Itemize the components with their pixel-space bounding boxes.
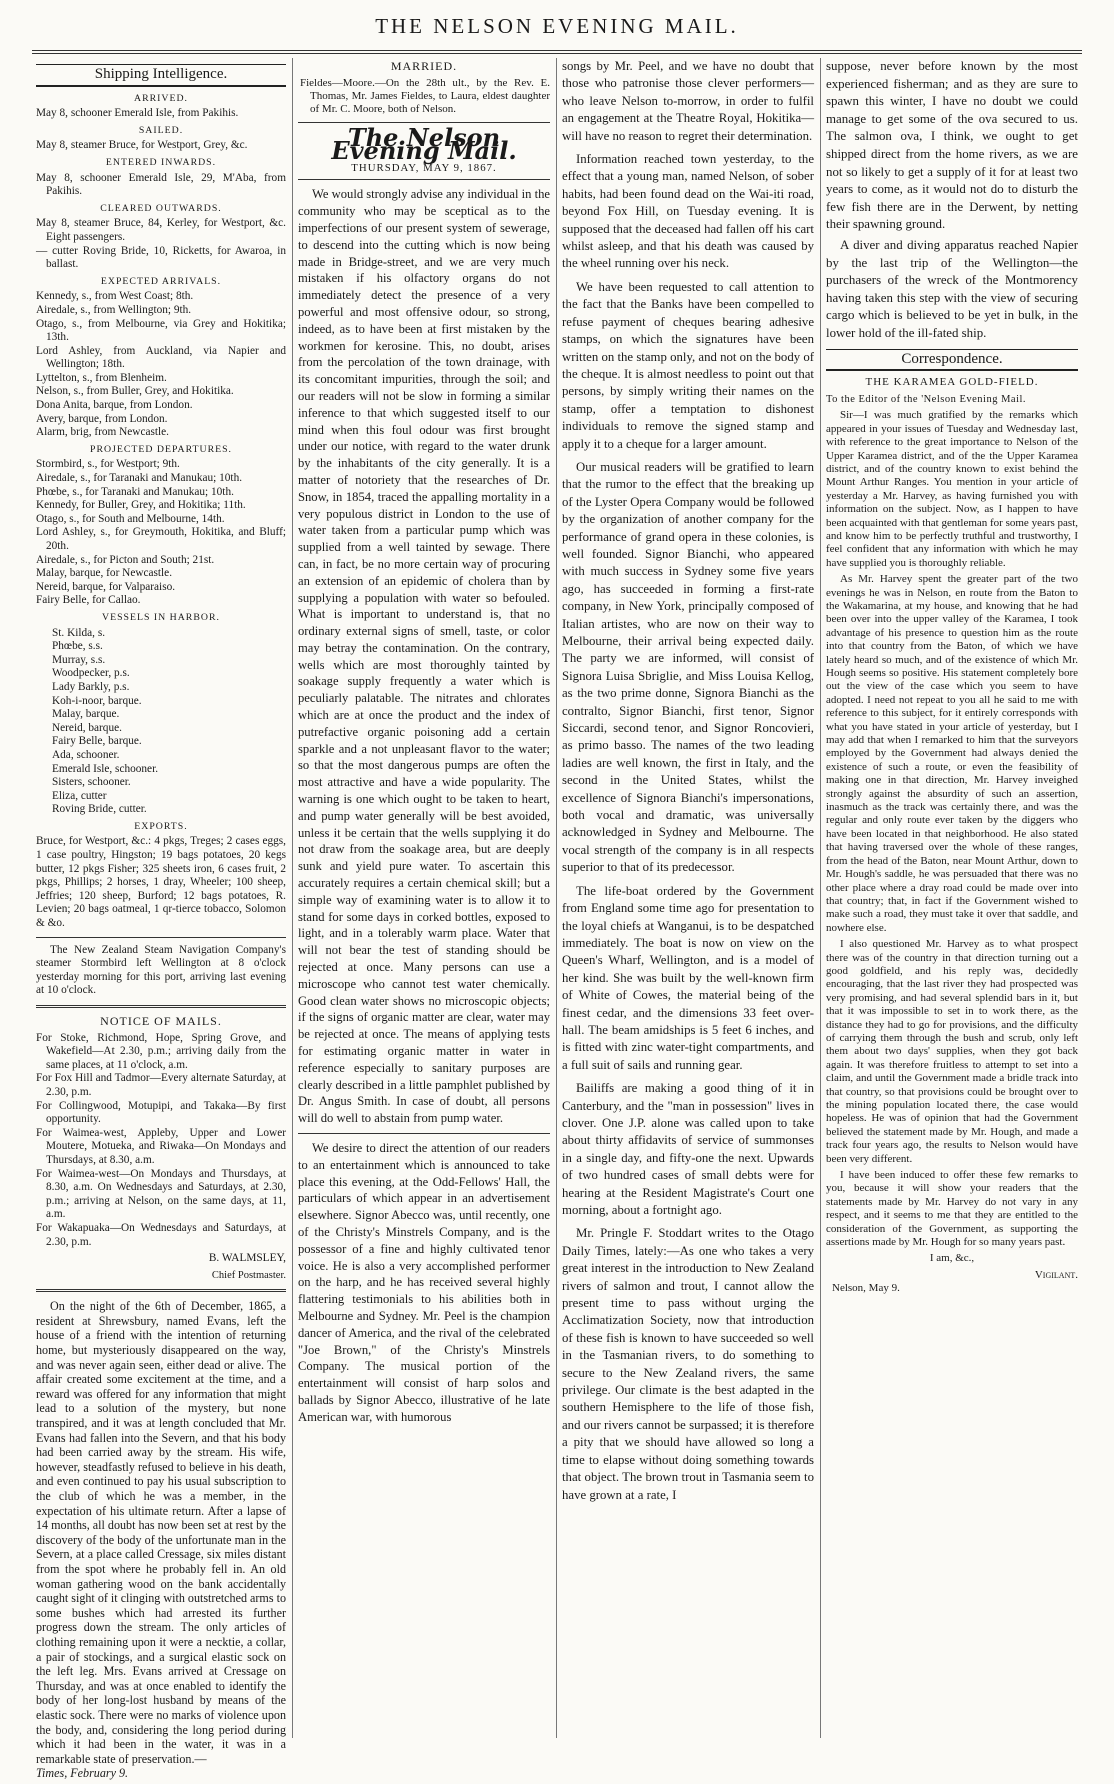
- sailed-heading: SAILED.: [138, 124, 184, 136]
- col3-paragraph: Information reached town yesterday, to the effect that a young man, named Nelson, of sober habits, had been found dead on the Wai-iti road, beyond Fox Hill, on Tuesday evening. It is supposed that the deceased had fallen off his cart whilst asleep, and that his death was caused by the wheel running over his neck.: [562, 152, 814, 271]
- list-item: Malay, barque.: [52, 708, 120, 721]
- expected-entry: Airedale, s., from Wellington; 9th.: [36, 303, 192, 316]
- list-item: Sisters, schooner.: [52, 776, 131, 789]
- list-item: St. Kilda, s.: [52, 626, 106, 639]
- mail-item: For Fox Hill and Tadmor—Every alternate Saturday, at 2.30, p.m.: [36, 1072, 286, 1098]
- column-3: [562, 58, 814, 1510]
- letter-close: I am, &c.,: [929, 1252, 975, 1265]
- married-title: MARRIED.: [390, 59, 458, 73]
- projected-entry: Phœbe, s., for Taranaki and Manukau; 10th.: [36, 485, 234, 498]
- column-divider: [820, 58, 821, 1738]
- exports-heading: EXPORTS.: [134, 820, 188, 832]
- expected-entry: Alarm, brig, from Newcastle.: [36, 426, 170, 439]
- correspondence-salutation: To the Editor of the 'Nelson Evening Mail.: [826, 393, 1027, 405]
- column-2: [298, 58, 550, 1432]
- steam-note: The New Zealand Steam Navigation Company's steamer Stormbird left Wellington at 8 o'clock yesterday morning for this port, arriving last evening at 10 o'clock.: [36, 943, 286, 997]
- expected-entry: Lyttelton, s., from Blenheim.: [36, 371, 167, 384]
- projected-entry: Otago, s., for South and Melbourne, 14th.: [36, 512, 225, 525]
- expected-entry: Nelson, s., from Buller, Grey, and Hokitika.: [36, 385, 234, 398]
- paper-date: THURSDAY, MAY 9, 1867.: [351, 161, 497, 174]
- list-item: Ada, schooner.: [52, 748, 120, 761]
- editorial-sewerage: We would strongly advise any individual in the community who may be sceptical as to the imperfections of our present system of sewerage, to descend into the cutting which is now being made in Bridge-street, and we are very much mistaken if his olfactory organs do not immediately detect the presence of a very powerful and most offensive odour, so strong, indeed, as to have been at first mistaken by the workmen for kerosine. This, no doubt, arises from the percolation of the town drainage, with its concomitant impurities, through the soil; and our readers will not be slow in forming a similar inference to that which suggested itself to our mind when this foul odour was first brought under our notice, with regard to the water drunk by the inhabitants of the city generally. It is a matter of notoriety that the researches of Dr. Snow, in 1854, traced the appalling mortality in a very populous district in London to the use of water taken from a particular pump which was supplied from a well tainted by sewage. There can, in fact, be no more certain way of procuring an extension of an epidemic of cholera than by supplying a population with water so befouled. What is important to understand is, that no ordinary external signs of smell, taste, or color may betray the contamination. On the contrary, wells which are most thoroughly tainted by soakage supply frequently a water which is peculiarly palatable. The nitrates and chlorates which are at once the product and the index of putrefactive organic poisoning add a certain sparkle and a not unpleasant flavor to the water; so that the most dangerous pumps are often the most attractive and have a wide popularity. The warning is one which ought to be taken to heart, and pump water generally will be best avoided, unless it be certain that the wells supplying it do not draw from the soakage area, but are deeply sunk and yield pure water. To ascertain this accurately requires a certain chemical skill; but a simple way of examining water is to allow it to stand for some days in corked bottles, exposed to light, and in a tolerably warm place. Water that will not bear the test of standing should be rejected at once. Many persons can use a microscope who cannot test water chemically. Good clean water shows no microscopic objects; if the signs of organic matter are clear, water may be rejected at once. The means of applying tests for estimating organic matter in water in reference especially to sanitary purposes are clearly described in a little pamphlet published by Dr. Angus Smith. In case of doubt, all persons will do well to abstain from pump water.: [298, 187, 550, 1126]
- col4-paragraph: suppose, never before known by the most experienced fisherman; and as they are sure to spawn this winter, I have no doubt we could manage to get some of the ova secured to us. The salmon ova, I think, we ought to get shipped direct from the home rivers, as we are not so likely to get a supply of it for at least two years to come, as it would not do to disturb the few fish there are in the Derwent, by netting their spawning ground.: [826, 59, 1078, 232]
- expected-entry: Lord Ashley, from Auckland, via Napier and Wellington; 18th.: [36, 344, 286, 371]
- list-item: Phœbe, s.s.: [52, 640, 103, 653]
- postmaster-title: Chief Postmaster.: [211, 1269, 286, 1281]
- column-4: [826, 58, 1078, 1299]
- expected-heading: EXPECTED ARRIVALS.: [100, 275, 222, 287]
- letter-paragraph: I also questioned Mr. Harvey as to what prospect there was of the country in that direction turning out a good goldfield, and his reply was, decidedly encouraging, that the last river they had prospected was very promising, and had several splendid bars in it, but that it was impossible to set in to work there, as the distance they had to go for provisions, and the difficulty of carrying them through the bush and scrub, only left them about two days' supplies, when they got back again. It was therefore fruitless to attempt to set into a claim, and until the Government made a bridle track into that country, so that provisions could be brought over to the mining population located there, the case would hopeless. He was of opinion that had the Government believed the statement made by Mr. Hough, and made a track four years ago, the results to Nelson would have been very different.: [826, 938, 1078, 1165]
- list-item: Woodpecker, p.s.: [52, 667, 130, 680]
- editorial-entertainment: We desire to direct the attention of our readers to an entertainment which is announced to take place this evening, at the Odd-Fellows' Hall, the particulars of which appear in an advertisement elsewhere. Signor Abecco was, until recently, one of the Christy's Minstrels Company, and is the possessor of a fine and highly cultivated tenor voice. He is also a very accomplished performer on the harp, and he has received several highly flattering testimonials to his abilities both in Melbourne and Sydney. Mr. Peel is the champion dancer of America, and the rival of the celebrated "Joe Brown," of the Christy's Minstrels Company. The musical portion of the entertainment will consist of harp solos and ballads by Signor Abecco, illustrative of he late American war, with humorous: [298, 1141, 550, 1424]
- list-item: Nereid, barque.: [52, 721, 122, 734]
- mail-item: For Waimea-west, Appleby, Upper and Lower Moutere, Motueka, and Riwaka—On Mondays and Thursdays, at 8.30, a.m.: [36, 1126, 286, 1166]
- column-1: [36, 58, 286, 1784]
- projected-entry: Kennedy, for Buller, Grey, and Hokitika; 11th.: [36, 499, 246, 512]
- col3-paragraph: Bailiffs are making a good thing of it in Canterbury, and the "man in possession" lives in clover. One J.P. alone was called upon to take about thirty affidavits of service of summonses in a single day, and fifty-one the next. Upwards of two hundred cases of small debts were for hearing at the Resident Magistrate's Court one morning, about a fortnight ago.: [562, 1081, 814, 1217]
- col3-paragraph: The life-boat ordered by the Government from England some time ago for presentation to the loyal chiefs at Wanganui, is to be despatched immediately. The boat is now on view on the Queen's Wharf, Wellington, and is a model of her kind. She was built by the well-known firm of White of Cowes, the material being of the finest cedar, and the dimensions 33 feet over-hall. The beam amidships is 5 feet 6 inches, and is fitted with zinc water-tight compartments, and a full suit of sails and running gear.: [562, 883, 814, 1072]
- divider: [298, 1133, 550, 1134]
- projected-entry: Airedale, s., for Taranaki and Manukau; 10th.: [36, 472, 243, 485]
- divider: [36, 1289, 286, 1292]
- mail-item: For Collingwood, Motupipi, and Takaka—By first opportunity.: [36, 1099, 286, 1126]
- evans-source: Times, February 9.: [36, 1766, 129, 1781]
- inwards-entry: May 8, schooner Emerald Isle, 29, M'Aba, from Pakihis.: [36, 171, 286, 198]
- letter-paragraph: Sir—I was much gratified by the remarks which appeared in your issues of Tuesday and Wednesday last, with reference to the great importance to Nelson of the Upper Karamea district, and of the the Upper Karamea district, and of the country known to exist behind the Mount Arthur Ranges. You mention in your article of yesterday a Mr. Harvey, as having furnished you with information on the subject. Now, as I happen to have been acquainted with that gentleman for some years past, and know him to be perfectly truthful and trustworthy, I feel confident that any information with which he may have supplied you is thoroughly reliable.: [826, 409, 1078, 569]
- harbor-list: [36, 627, 286, 817]
- projected-entry: Airedale, s., for Picton and South; 21st.: [36, 553, 215, 566]
- letter-paragraph: As Mr. Harvey spent the greater part of the two evenings he was in Nelson, en route from the Baton to the Wakamarina, at my house, and knowing that he had been over into the upper valley of the Karamea, I took advantage of his presence to question him as the route into that country from the Baton, of which we have lately heard so much, and of the existence of which Mr. Hough seems so positive. His statement completely bore out the view of the case which you seem to have adopted. I need not repeat to you all he said to me with reference to this subject, for it entirely corresponds with what you have stated in your article of yesterday, but I may add that when I remarked to him that the surveyors employed by the Government had always denied the existence of such a route, or even the feasibility of making one in that direction, Mr. Harvey inveighed strongly against the absurdity of such an assertion, inasmuch as the track was certainly there, and was the regular and only route ever taken by the diggers who have been located in that neighborhood. He also stated that having traversed over the whole of these ranges, from the head of the Baton, near Mount Arthur, down to Mr. Hough's saddle, he was persuaded that there was no other place where a dray road could be made over into that country; that, in fact if the Government wished to make such a road, they must take it over that saddle, and nowhere else.: [826, 573, 1078, 934]
- expected-entry: Dona Anita, barque, from London.: [36, 399, 193, 412]
- mail-item: For Waimea-west—On Mondays and Thursdays, at 8.30, a.m. On Wednesdays and Saturdays, at 2.30, p.m.; arriving at Nelson, on the same days, at 11, a.m.: [36, 1167, 286, 1221]
- letter-paragraph: I have been induced to offer these few remarks to you, because it will show your readers that the statements made by Mr. Harvey do not vary in any respect, and it seems to me that they are entitled to the consideration of the Government, as supporting the assertions made by Mr. Hough for so many years past.: [826, 1169, 1078, 1249]
- col3-paragraph: Mr. Pringle F. Stoddart writes to the Otago Daily Times, lately:—As one who takes a very great interest in the introduction to New Zealand rivers of salmon and trout, I cannot allow the present time to pass without urging the Acclimatization Society, now that introduction of these fish is known to have succeeded so well in the Tasmanian rivers, to do something to secure to the New Zealand rivers, the same privilege. Our climate is the best adapted in the southern Hemisphere to the life of those fish, and our rivers cannot be surpassed; it is therefore a pity that we should have allowed so long a time to elapse without doing something towards that object. The brown trout in Tasmania seem to have grown at a rate, I: [562, 1226, 814, 1502]
- expected-entry: Avery, barque, from London.: [36, 412, 168, 425]
- column-divider: [292, 58, 293, 1738]
- sailed-entry: May 8, steamer Bruce, for Westport, Grey, &c.: [36, 139, 248, 152]
- divider: [298, 179, 550, 180]
- postmaster-name: B. WALMSLEY,: [208, 1252, 286, 1265]
- col3-paragraph: We have been requested to call attention to the fact that the Banks have been compelled to refuse payment of cheques bearing adhesive stamps, on which the signatures have been written on the stamp only, and not on the body of the cheque. It is almost needless to point out that persons, by simply writing their names on the stamp, offer a temptation to dishonest individuals to remove the signed stamp and apply it to a cheque for a larger amount.: [562, 279, 814, 451]
- col3-paragraph: Our musical readers will be gratified to learn that the rumor to the effect that the breaking up of the Lyster Opera Company would be followed by the organization of another company for the performance of grand opera in these colonies, is well founded. Signor Bianchi, who appeared with much success in Sydney some five years ago, has succeeded in forming a first-rate company, in New York, principally composed of Italian artistes, who are now on their way to Melbourne, their arrival being expected daily. The party we are informed, will consist of Signora Luisa Sbriglie, and Miss Louisa Kellog, as the two prime donne, Signora Bianchi as the contralto, Signor Bianchi, first tenor, Signor Siccardi, second tenor, and Signor Roncovieri, as primo basso. The names of the two leading ladies are well known, the first in Italy, and the second in the United States, whilst the excellence of Signora Bianchi's impersonations, both vocal and dramatic, was universally acknowledged in Sydney and Melbourne. The vocal strength of the company is in all respects superior to that of its predecessor.: [562, 459, 814, 875]
- col3-paragraph: songs by Mr. Peel, and we have no doubt that those who patronise those clever performers—who leave Nelson to-morrow, in order to fulfil an engagement at the Theatre Royal, Hokitika—will have no reason to regret their determination.: [562, 59, 814, 143]
- divider: [36, 937, 286, 938]
- letter-date: Nelson, May 9.: [832, 1282, 900, 1295]
- paper-name: The Nelson Evening Mail.: [331, 122, 517, 166]
- mails-title: NOTICE OF MAILS.: [100, 1014, 222, 1028]
- masthead-rule: [32, 50, 1082, 54]
- expected-entry: Otago, s., from Melbourne, via Grey and Hokitika; 13th.: [36, 317, 286, 344]
- outwards-entry: May 8, steamer Bruce, 84, Kerley, for Westport, &c. Eight passengers.: [36, 217, 286, 243]
- projected-entry: Stormbird, s., for Westport; 9th.: [36, 458, 180, 471]
- correspondence-title: Correspondence.: [826, 349, 1078, 372]
- masthead-title: THE NELSON EVENING MAIL.: [375, 14, 739, 38]
- exports-text: Bruce, for Westport, &c.: 4 pkgs, Treges; 2 cases eggs, 1 case poultry, Hingston; 19 bags potatoes, 20 kegs butter, 12 pkgs Fisher; 325 sheets iron, 6 cases fruit, 2 pkgs, Phillips; 2 horses, 1 dray, Wheeler; 100 sheep, Jeffries; 120 sheep, Burford; 12 bags potatoes, R. Levien; 20 bags oatmeal, 1 qr-tierce tobacco, Solomon & &o.: [36, 835, 286, 930]
- list-item: Lady Barkly, p.s.: [52, 680, 130, 693]
- shipping-title: Shipping Intelligence.: [36, 64, 286, 87]
- list-item: Emerald Isle, schooner.: [52, 762, 159, 775]
- list-item: Murray, s.s.: [52, 653, 106, 666]
- column-divider: [556, 58, 557, 1738]
- list-item: Fairy Belle, barque.: [52, 735, 142, 748]
- mail-item: For Wakapuaka—On Wednesdays and Saturdays, at 2.30, p.m.: [36, 1221, 286, 1248]
- list-item: Roving Bride, cutter.: [52, 803, 147, 816]
- mail-item: For Stoke, Richmond, Hope, Spring Grove, and Wakefield—At 2.30, p.m.; arriving daily from the same places, at 11 o'clock, a.m.: [36, 1031, 286, 1071]
- arrived-heading: ARRIVED.: [134, 92, 188, 104]
- expected-entry: Kennedy, s., from West Coast; 8th.: [36, 290, 194, 303]
- list-item: Koh-i-noor, barque.: [52, 694, 142, 707]
- letter-signature: Vigilant.: [1034, 1268, 1078, 1281]
- divider: [36, 1005, 286, 1008]
- list-item: Eliza, cutter: [52, 789, 107, 802]
- harbor-heading: VESSELS IN HARBOR.: [102, 611, 220, 623]
- evans-article: On the night of the 6th of December, 1865, a resident at Shrewsbury, named Evans, left the house of a friend with the intention of returning home, but mysteriously disappeared on the way, and was never again seen, either dead or alive. The affair created some excitement at the time, and a reward was offered for any information that might lead to a solution of the mystery, but none transpired, and it was at length concluded that Mr. Evans had fallen into the Severn, and that his body had been carried away by the stream. His wife, however, steadfastly refused to believe in his death, and even continued to pay his usual subscription to the club of which he was a member, in the expectation of his ultimate return. After a lapse of 14 months, all doubt has now been set at rest by the discovery of the body of the unfortunate man in the Severn, at a place called Cressage, six miles distant from the spot where he probably fell in. An old woman gathering wood on the bank accidentally caught sight of it clinging with outstretched arms to some bushes which had arrested its further progress down the stream. The only articles of clothing remaining upon it were a necktie, a collar, a pair of stockings, and a surgical elastic sock on the left leg. Mrs. Evans arrived at Cressage on Thursday, and was at once enabled to identify the body of her long-lost husband by means of the elastic sock. There were no marks of violence upon the body, and, considering the long period during which it had been in the water, it was in a remarkable state of preservation.—: [36, 1299, 286, 1766]
- arrived-entry: May 8, schooner Emerald Isle, from Pakihis.: [36, 107, 239, 120]
- projected-entry: Lord Ashley, s., for Greymouth, Hokitika, and Bluff; 20th.: [36, 526, 286, 552]
- col4-paragraph: A diver and diving apparatus reached Napier by the last trip of the Wellington—the purchasers of the wreck of the Montmorency having taken this step with the view of securing cargo which is believed to be yet in bulk, in the lower hold of the ill-fated ship.: [826, 237, 1078, 340]
- outwards-heading: CLEARED OUTWARDS.: [100, 202, 222, 214]
- projected-heading: PROJECTED DEPARTURES.: [90, 443, 232, 455]
- projected-entry: Nereid, barque, for Valparaiso.: [36, 580, 176, 593]
- projected-entry: Malay, barque, for Newcastle.: [36, 567, 173, 580]
- projected-entry: Fairy Belle, for Callao.: [36, 594, 141, 607]
- outwards-entry: — cutter Roving Bride, 10, Ricketts, for Awaroa, in ballast.: [36, 244, 286, 271]
- correspondence-subtitle: THE KARAMEA GOLD-FIELD.: [865, 376, 1039, 389]
- married-notice: Fieldes—Moore.—On the 28th ult., by the Rev. E. Thomas, Mr. James Fieldes, to Laura, eldest daughter of Mr. C. Moore, both of Nelson.: [300, 76, 550, 115]
- inwards-heading: ENTERED INWARDS.: [105, 156, 217, 168]
